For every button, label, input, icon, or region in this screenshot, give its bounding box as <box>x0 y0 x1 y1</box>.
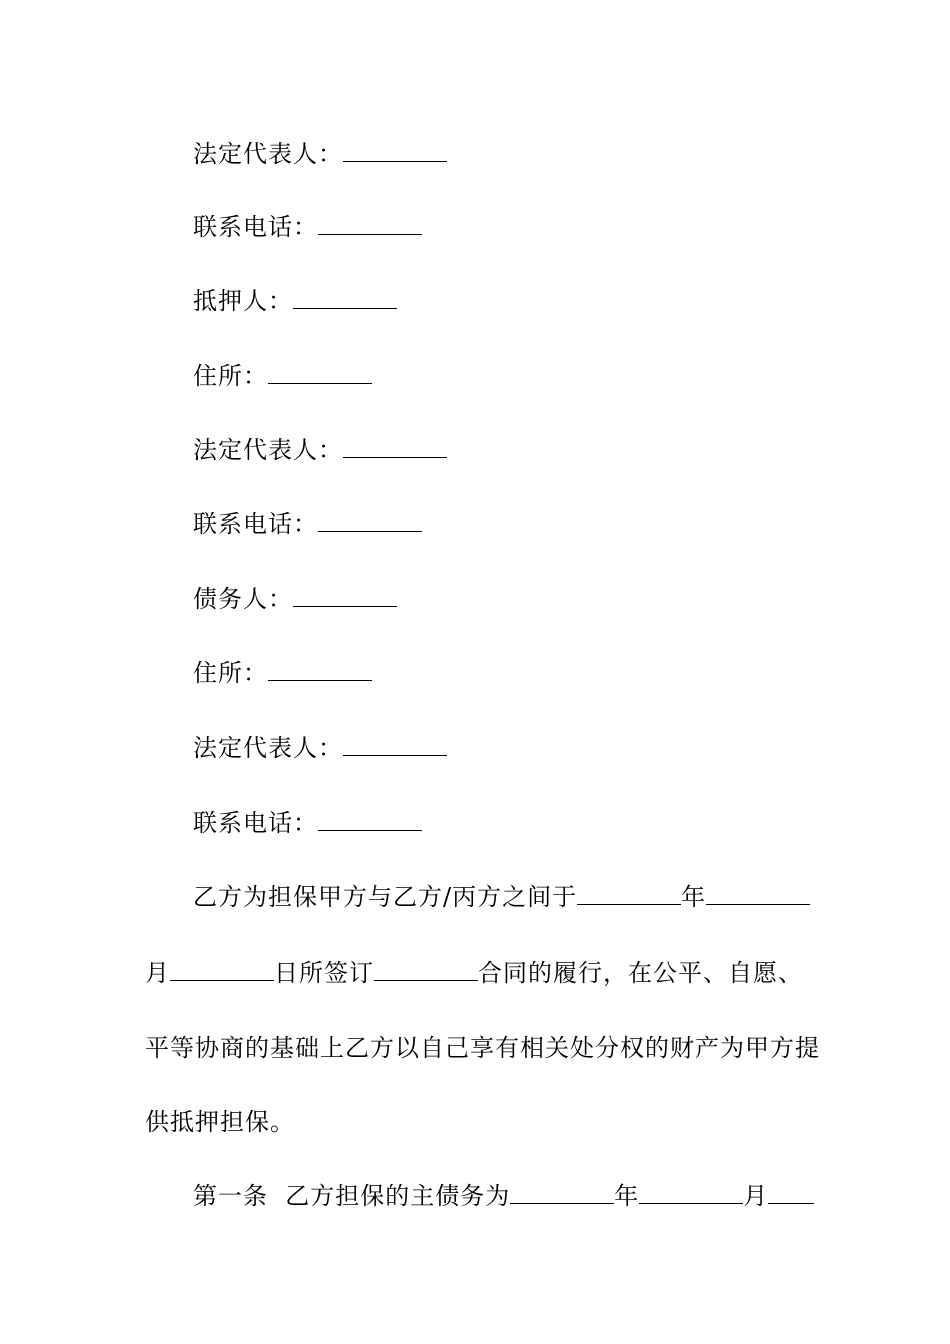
blank-line <box>170 958 274 981</box>
paragraph-line-4: 供抵押担保。 <box>145 1108 295 1136</box>
field-label: 住所： <box>193 659 268 687</box>
article-text: 月 <box>743 1182 769 1210</box>
blank-line <box>374 958 478 981</box>
article-text: 第一条 乙方担保的主债务为 <box>193 1182 511 1210</box>
field-label: 抵押人： <box>193 287 293 315</box>
blank-line <box>343 435 447 458</box>
blank-line <box>343 733 447 756</box>
field-address-1 <box>193 361 372 391</box>
blank-line <box>706 882 810 905</box>
paragraph-line-1 <box>193 882 810 912</box>
field-debtor <box>193 584 397 614</box>
field-label: 法定代表人： <box>193 436 343 464</box>
paragraph-text: 日所签订 <box>274 959 374 987</box>
field-phone-2 <box>193 509 422 539</box>
blank-line <box>293 584 397 607</box>
field-label: 债务人： <box>193 585 293 613</box>
field-phone-1 <box>193 212 422 242</box>
field-label: 联系电话： <box>193 213 318 241</box>
blank-line <box>639 1181 743 1204</box>
field-address-2 <box>193 658 372 688</box>
paragraph-line-2 <box>145 958 803 988</box>
article-text: 年 <box>614 1182 640 1210</box>
paragraph-text: 乙方为担保甲方与乙方/丙方之间于 <box>193 883 578 911</box>
paragraph-line-3: 平等协商的基础上乙方以自己享有相关处分权的财产为甲方提 <box>145 1034 820 1062</box>
blank-line <box>268 658 372 681</box>
blank-line <box>318 509 422 532</box>
field-phone-3 <box>193 808 422 838</box>
blank-line <box>318 808 422 831</box>
blank-line <box>318 212 422 235</box>
blank-line <box>768 1181 814 1204</box>
field-label: 法定代表人： <box>193 734 343 762</box>
field-label: 法定代表人： <box>193 140 343 168</box>
blank-line <box>343 139 447 162</box>
blank-line <box>510 1181 614 1204</box>
article-1 <box>193 1181 814 1211</box>
blank-line <box>577 882 681 905</box>
field-legal-rep-2 <box>193 435 447 465</box>
field-legal-rep-3 <box>193 733 447 763</box>
paragraph-text: 月 <box>145 959 170 987</box>
field-legal-rep-1 <box>193 139 447 169</box>
field-label: 联系电话： <box>193 510 318 538</box>
blank-line <box>268 361 372 384</box>
paragraph-text: 年 <box>681 883 707 911</box>
paragraph-text: 合同的履行，在公平、自愿、 <box>478 959 803 987</box>
field-mortgagor <box>193 286 397 316</box>
field-label: 联系电话： <box>193 809 318 837</box>
blank-line <box>293 286 397 309</box>
field-label: 住所： <box>193 362 268 390</box>
